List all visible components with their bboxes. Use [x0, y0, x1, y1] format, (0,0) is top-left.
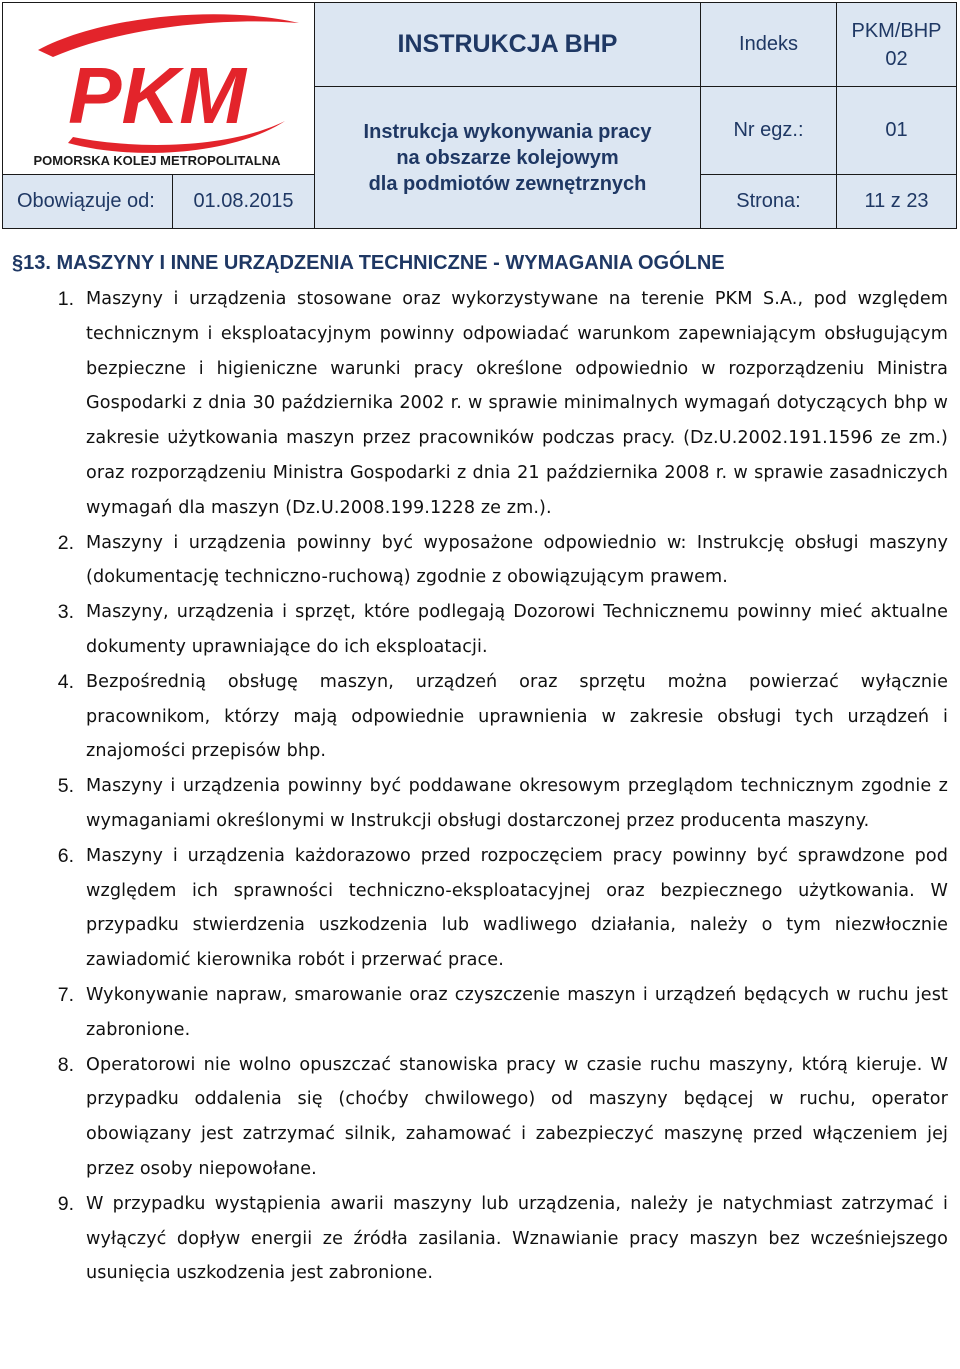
list-item [12, 769, 948, 839]
list-item [12, 1187, 948, 1291]
logo-cell [3, 3, 315, 175]
list-item [12, 839, 948, 978]
item-number: 9. [57, 1192, 74, 1215]
page-label: Strona: [701, 175, 837, 229]
valid-from-value: 01.08.2015 [173, 175, 315, 229]
list-item [12, 526, 948, 596]
item-number: 4. [57, 670, 74, 693]
item-number: 8. [57, 1053, 74, 1076]
copy-label: Nr egz.: [701, 87, 837, 175]
item-text: Maszyny i urządzenia stosowane oraz wykorzystywane na terenie PKM S.A., pod względem technicznym i eksploatacyjnym powinny odpowiadać warunkom zapewniającym obsługującym bezpieczne i higieniczne warunki pracy określone odpowiednio w rozporządzeniu Ministra Gospodarki z dnia 30 października 2002 r. w sprawie minimalnych wymagań dotyczących bhp w zakresie użytkowania maszyn przez pracowników podczas pracy. (Dz.U.2002.191.1596 ze zm.) oraz rozporządzeniu Ministra Gospodarki z dnia 21 października 2008 r. w sprawie zasadniczych wymagań dla maszyn (Dz.U.2008.199.1228 ze zm.). [86, 289, 948, 518]
item-text: Maszyny i urządzenia powinny być wyposażone odpowiednio w: Instrukcję obsługi maszyny (dokumentację techniczno-ruchową) zgodnie z obowiązującym prawem. [86, 532, 948, 588]
item-number: 6. [57, 844, 74, 867]
item-number: 7. [57, 983, 74, 1006]
item-text: Bezpośrednią obsługę maszyn, urządzeń oraz sprzętu można powierzać wyłącznie pracownikom, którzy mają odpowiednie uprawnienia w zakresie obsługi tych urządzeń i znajomości przepisów bhp. [86, 671, 948, 762]
document-header [2, 2, 957, 229]
index-value-line1: PKM/BHP [851, 19, 942, 42]
item-number: 5. [57, 775, 74, 798]
section-heading: §13. MASZYNY I INNE URZĄDZENIA TECHNICZNE - WYMAGANIA OGÓLNE [12, 252, 725, 274]
item-text: Maszyny, urządzenia i sprzęt, które podlegają Dozorowi Technicznemu powinny mieć aktualne dokumenty uprawniające do ich eksploatacji. [86, 602, 948, 657]
item-number: 1. [57, 288, 74, 310]
pkm-logo [13, 5, 303, 181]
item-text: Operatorowi nie wolno opuszczać stanowiska pracy w czasie ruchu maszyny, którą kieruje. W przypadku oddalenia się (choćby chwilowego) od maszyny będącej w ruchu, operator obowiązany jest zatrzymać silnik, zahamować i zabezpieczyć maszynę przed włączeniem jej przez osoby niepowołane. [86, 1054, 948, 1179]
page-value: 11 z 23 [837, 175, 957, 229]
item-text: Wykonywanie napraw, smarowanie oraz czyszczenie maszyn i urządzeń będących w ruchu jest zabronione. [86, 984, 948, 1040]
subtitle-line3: dla podmiotów zewnętrznych [368, 172, 647, 195]
item-text: W przypadku wystąpienia awarii maszyny lub urządzenia, należy je natychmiast zatrzymać i wyłączyć dopływ energii ze źródła zasilania. Wznawianie pracy maszyn bez wcześniejszego usunięcia uszkodzenia jest zabronione. [86, 1193, 948, 1284]
rules-list [12, 282, 948, 1291]
list-item [12, 595, 948, 665]
logo-subtitle: POMORSKA KOLEJ METROPOLITALNA [33, 153, 281, 168]
index-label: Indeks [701, 3, 837, 87]
valid-from-label: Obowiązuje od: [3, 175, 173, 229]
list-item [12, 665, 948, 769]
copy-value: 01 [837, 87, 957, 175]
index-value [837, 3, 957, 87]
item-text: Maszyny i urządzenia każdorazowo przed rozpoczęciem pracy powinny być sprawdzone pod względem ich sprawności techniczno-eksploatacyjnej oraz bezpiecznego użytkowania. W przypadku stwierdzenia uszkodzenia lub wadliwego działania, należy o tym niezwłocznie zawiadomić kierownika robót i przerwać prace. [86, 845, 948, 971]
index-value-line2: 02 [885, 47, 908, 70]
item-number: 2. [57, 531, 74, 554]
item-number: 3. [57, 601, 74, 624]
list-item [12, 282, 948, 526]
document-body [12, 248, 948, 1291]
list-item [12, 978, 948, 1048]
list-item [12, 1048, 948, 1187]
document-title: INSTRUKCJA BHP [315, 3, 701, 87]
item-text: Maszyny i urządzenia powinny być poddawane okresowym przeglądom technicznym zgodnie z wymaganiami określonymi w Instrukcji obsługi dostarczonej przez producenta maszyny. [86, 776, 948, 831]
subtitle-line2: na obszarze kolejowym [396, 146, 619, 169]
document-subtitle [315, 87, 701, 229]
logo-brand-text: PKM [68, 51, 246, 140]
subtitle-line1: Instrukcja wykonywania pracy [363, 120, 652, 143]
